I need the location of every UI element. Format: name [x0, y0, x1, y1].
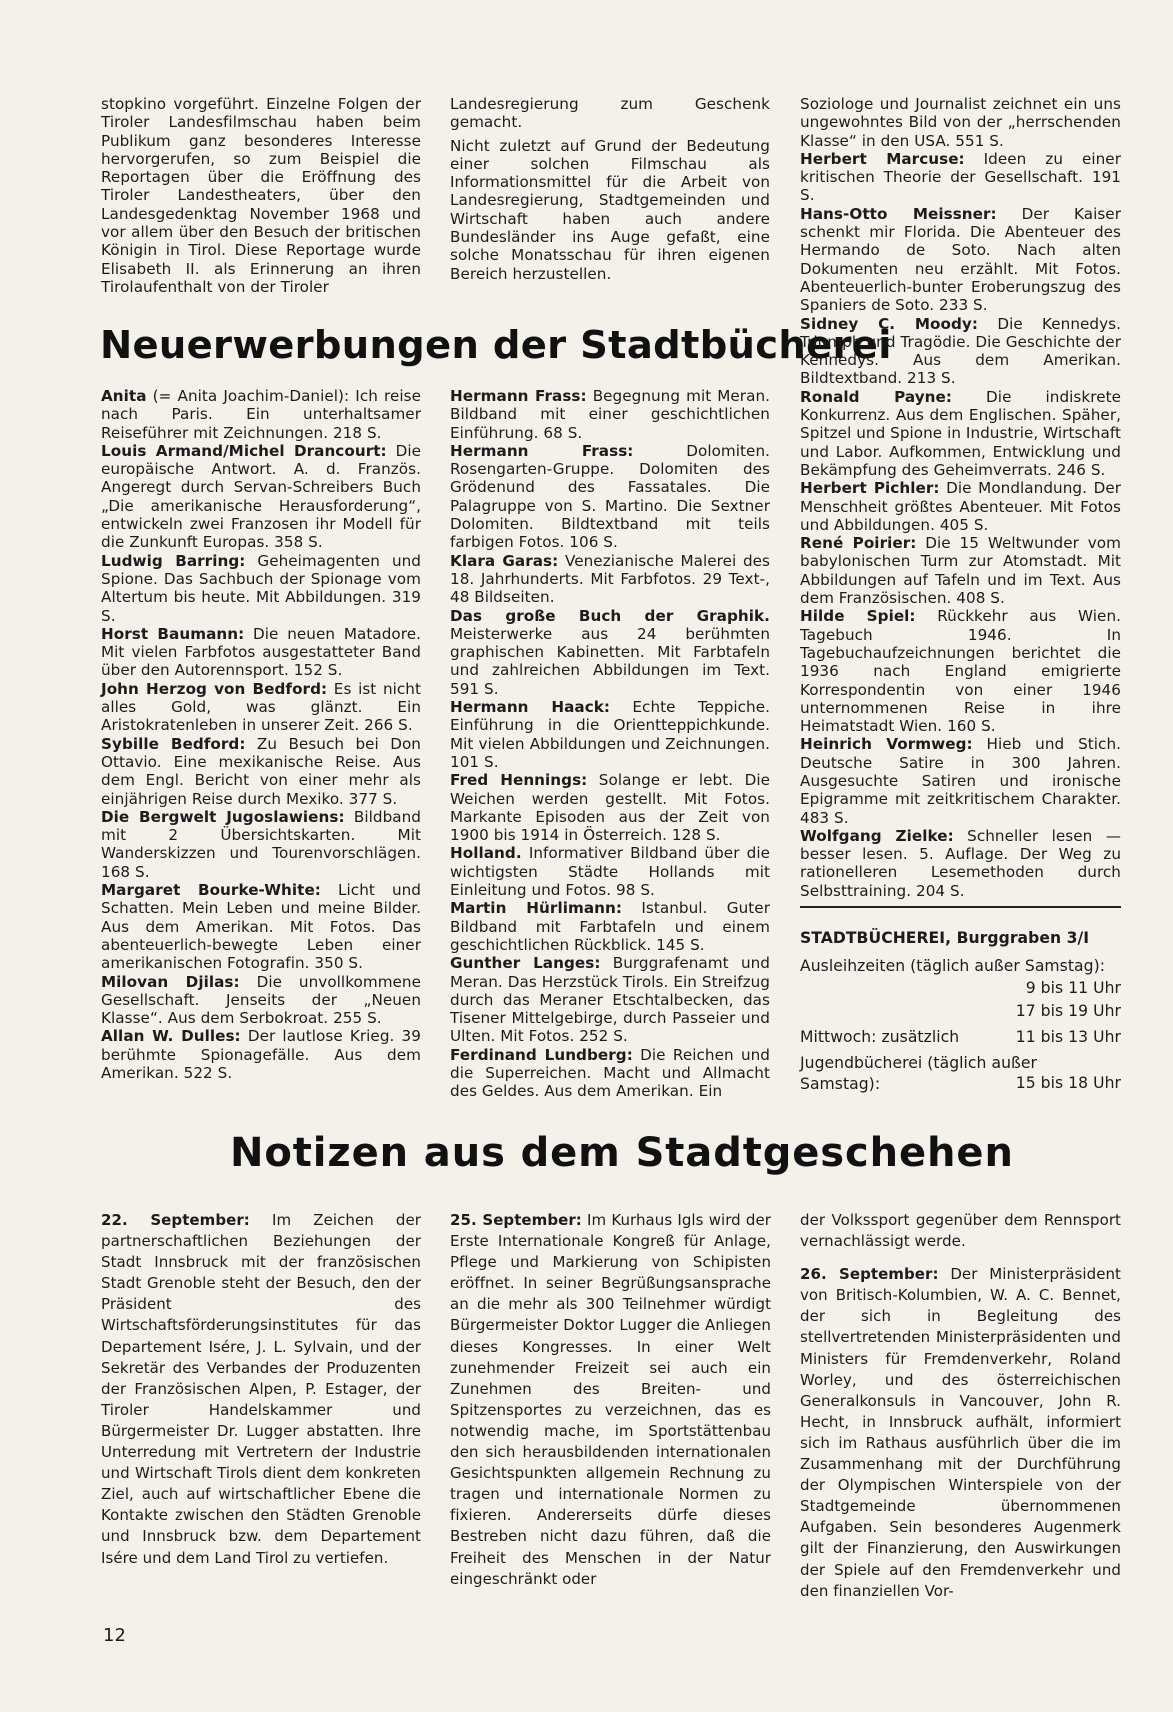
book-column-2 — [450, 387, 770, 1101]
book-author: Hans-Otto Meissner: — [800, 204, 997, 223]
book-entry — [800, 315, 1121, 388]
book-author: Herbert Pichler: — [800, 479, 940, 498]
book-author: Ronald Payne: — [800, 387, 952, 406]
book-entry — [800, 534, 1121, 607]
book-text: Begegnung mit Meran. Bildband mit einer geschichtlichen Einführung. 68 S. — [450, 387, 771, 442]
book-column-3 — [800, 95, 1121, 900]
book-entry — [450, 607, 770, 698]
news-entry — [450, 1210, 771, 1590]
book-author: Margaret Bourke-White: — [101, 881, 321, 900]
book-entry — [450, 387, 770, 442]
intro-paragraph: stopkino vorgeführt. Einzelne Folgen der Tiroler Landesfilmschau haben beim Publikum ganz besonderes Interesse hervorgerufen, so zum Beispiel die Reportagen über die Eröffnung des Tiroler Landestheaters, über den Landesgedenktag November 1968 und vor allem über den Besuch der britischen Königin in Tirol. Diese Reportage wurde Elisabeth II. als Erinnerung an ihren Tirolaufenthalt von der Tiroler — [101, 95, 421, 296]
book-text: Dolomiten. Rosengarten-Gruppe. Dolomiten des Grödenund des Fassatales. Die Palagruppe von S. Martino. Die Sextner Dolomiten. Bildtextband mit teils farbigen Fotos. 106 S. — [450, 441, 770, 552]
book-entry — [800, 607, 1121, 735]
book-entry — [101, 552, 421, 625]
book-text: Licht und Schatten. Mein Leben und meine Bilder. Aus dem Amerikan. Mit Fotos. Das abenteuerlich-bewegte Leben einer amerikanischen Fotografin. 350 S. — [101, 881, 421, 973]
book-entry — [101, 973, 421, 1028]
book-text: Es ist nicht alles Gold, was glänzt. Ein Aristokratenleben in unserer Zeit. 266 S. — [101, 679, 421, 735]
book-text: Burggrafenamt und Meran. Das Herzstück Tirols. Ein Streifzug durch das Meraner Etschtalbecken, das Tisener Mittelgebirge, durch Passeier und Ulten. Mit Fotos. 252 S. — [450, 954, 770, 1046]
section-heading-library: Neuerwerbungen der Stadtbücherei — [100, 323, 892, 368]
book-entry — [450, 899, 770, 954]
book-text: Die 15 Weltwunder vom babylonischen Turm zur Atomstadt. Mit Abbildungen auf Tafeln und im Text. Aus dem Französischen. 408 S. — [800, 534, 1121, 608]
book-author: Fred Hennings: — [450, 771, 588, 790]
news-entry — [800, 1264, 1121, 1602]
book-entry — [450, 1046, 770, 1101]
book-entry — [450, 552, 770, 607]
news-text: Der Ministerpräsident von Britisch-Kolumbien, W. A. C. Bennet, der sich in Begleitung des stellvertretenden Ministerpräsidenten und Ministers für Fremdenverkehr, Roland Worley, und des österreichischen Generalkonsuls in Vancouver, John R. Hecht, in Innsbruck aufhält, informiert sich im Rathaus ausführlich über die im Zusammenhang mit der Durchführung der Olympischen Winterspiele von der Stadtgemeinde übernommenen Aufgaben. Sein besonderes Augenmerk gilt der Finanzierung, den Auswirkungen der Spiele auf den Fremdenverkehr und den finanziellen Vor- — [800, 1265, 1121, 1600]
book-author: Anita — [101, 387, 147, 405]
library-hours — [800, 927, 1121, 1095]
book-entry — [101, 881, 421, 972]
book-entry — [101, 1027, 421, 1082]
book-text: Die unvollkommene Gesellschaft. Jenseits der „Neuen Klasse“. Aus dem Serbokroat. 255 S. — [101, 972, 422, 1028]
book-author: Sidney C. Moody: — [800, 314, 979, 333]
book-author: Klara Garas: — [450, 551, 559, 570]
book-text: Die Kennedys. Triumph und Tragödie. Die Geschichte der Kennedys. Aus dem Amerikan. Bildtextband. 213 S. — [800, 314, 1121, 388]
book-text: Rückkehr aus Wien. Tagebuch 1946. In Tagebuchaufzeichnungen berichtet die 1936 nach England emigrierte Korrespondentin von einer 1946 unternommenen Reise in ihre Heimatstadt Wien. 160 S. — [800, 607, 1121, 736]
book-author: Holland. — [450, 844, 522, 863]
book-text: Echte Teppiche. Einführung in die Orientteppichkunde. Mit vielen Abbildungen und Zeichnungen. 101 S. — [450, 698, 770, 771]
book-author: Ferdinand Lundberg: — [450, 1045, 633, 1064]
intro-column-2 — [450, 95, 770, 283]
book-text: Die indiskrete Konkurrenz. Aus dem Englischen. Späher, Spitzel und Spione in Industrie, Wirtschaft und Labor. Aufkommen, Entwicklung und Bekämpfung des Geheimverrats. 246 S. — [800, 387, 1121, 479]
news-column-1 — [101, 1210, 421, 1569]
book-text: Die Reichen und die Superreichen. Macht und Allmacht des Geldes. Aus dem Amerikan. Ein — [450, 1045, 771, 1101]
book-entry — [450, 844, 770, 899]
book-author: Herbert Marcuse: — [800, 149, 965, 168]
book-text: Die Mondlandung. Der Menschheit größtes Abenteuer. Mit Fotos und Abbildungen. 405 S. — [800, 479, 1122, 534]
lending-hours-label: Ausleihzeiten (täglich außer Samstag): — [800, 956, 1106, 975]
book-author: Wolfgang Zielke: — [800, 826, 954, 845]
news-column-3 — [800, 1210, 1121, 1602]
news-date: 22. September: — [101, 1211, 250, 1229]
book-author: Das große Buch der Graphik. — [450, 606, 770, 625]
news-date: 25. September: — [450, 1211, 582, 1229]
news-column-2 — [450, 1210, 771, 1590]
wednesday-row — [800, 1026, 1121, 1049]
book-author: Louis Armand/Michel Drancourt: — [101, 441, 387, 460]
book-entry — [800, 827, 1121, 900]
book-entry — [101, 442, 421, 552]
book-column-1 — [101, 387, 421, 1082]
book-entry — [101, 735, 421, 808]
book-author: Horst Baumann: — [101, 624, 245, 643]
book-text: (= Anita Joachim-Daniel): Ich reise nach Paris. Ein unterhaltsamer Reiseführer mit Zeichnungen. 218 S. — [101, 387, 421, 442]
divider-rule — [800, 906, 1121, 908]
book-author: Heinrich Vormweg: — [800, 735, 973, 754]
book-text: Solange er lebt. Die Weichen werden gestellt. Mit Fotos. Markante Episoden aus der Zeit von 1900 bis 1914 in Österreich. 128 S. — [450, 771, 770, 845]
page-number: 12 — [103, 1625, 126, 1646]
book-text: Der lautlose Krieg. 39 berühmte Spionagefälle. Aus dem Amerikan. 522 S. — [101, 1027, 421, 1082]
book-text: Ideen zu einer kritischen Theorie der Gesellschaft. 191 S. — [800, 149, 1121, 205]
youth-library-row — [800, 1053, 1121, 1095]
book-entry — [450, 771, 770, 844]
book-text: Die europäische Antwort. A. d. Französ. Angeregt durch Servan-Schreibers Buch „Die amerikanische Herausforderung“, entwickeln zwei Franzosen ihr Modell für die Zunkunft Europas. 358 S. — [101, 441, 421, 552]
book-author: Milovan Djilas: — [101, 972, 240, 991]
news-date: 26. September: — [800, 1265, 939, 1284]
book-author: John Herzog von Bedford: — [101, 679, 328, 698]
book-author: Allan W. Dulles: — [101, 1027, 241, 1046]
book-author: Hilde Spiel: — [800, 607, 916, 626]
book-entry — [450, 954, 770, 1045]
book-entry — [800, 479, 1121, 534]
book-entry — [800, 735, 1121, 826]
book-entry — [101, 387, 421, 442]
book-text: Geheimagenten und Spione. Das Sachbuch der Spionage vom Altertum bis heute. Mit Abbildungen. 319 S. — [101, 551, 421, 625]
book-entry — [101, 680, 421, 735]
intro-paragraph: Nicht zuletzt auf Grund der Bedeutung einer solchen Filmschau als Informationsmittel für die Arbeit von Landesregierung, Stadtgemeinden und Wirtschaft haben auch andere Bundesländer ins Auge gefaßt, eine solche Monatsschau für ihren eigenen Bereich herzustellen. — [450, 136, 770, 283]
book-text: Schneller lesen — besser lesen. 5. Auflage. Der Weg zu rationelleren Lesemethoden durch Selbsttraining. 204 S. — [800, 826, 1121, 900]
news-entry — [101, 1210, 421, 1569]
book-text: Venezianische Malerei des 18. Jahrhunderts. Mit Farbfotos. 29 Text-, 48 Bildseiten. — [450, 551, 770, 607]
book-entry — [101, 808, 421, 881]
intro-paragraph: Landesregierung zum Geschenk gemacht. — [450, 95, 770, 132]
wednesday-label: Mittwoch: zusätzlich — [800, 1028, 960, 1046]
intro-column-1 — [101, 95, 421, 296]
lending-hours-evening: 17 bis 19 Uhr — [1015, 1001, 1121, 1020]
book-text: Meisterwerke aus 24 berühmten graphischen Kabinetten. Mit Farbtafeln und zahlreichen Abbildungen im Text. 591 S. — [450, 624, 770, 698]
lending-hours-morning: 9 bis 11 Uhr — [1025, 979, 1121, 997]
book-entry-continuation: Soziologe und Journalist zeichnet ein uns ungewohntes Bild von der „herrschenden Klasse“ in den USA. 551 S. — [800, 95, 1121, 150]
book-author: Gunther Langes: — [450, 954, 601, 973]
book-text: Bildband mit 2 Übersichtskarten. Mit Wanderskizzen und Tourenvorschlägen. 168 S. — [101, 807, 422, 881]
book-entry — [800, 205, 1121, 315]
book-entry — [800, 388, 1121, 479]
news-text: Im Zeichen der partnerschaftlichen Beziehungen der Stadt Innsbruck mit der französischen Stadt Grenoble steht der Besuch, den der Präsident des Wirtschaftsförderungsinstitutes für das Departement Isére, J. L. Sylvain, und der Sekretär des Verbandes der Produzenten der Französischen Alpen, P. Estager, der Tiroler Handelskammer und Bürgermeister Dr. Lugger abstatten. Ihre Unterredung mit Vertretern der Industrie und Wirtschaft Tirols dient dem konkreten Ziel, auch auf wirtschaftlicher Ebene die Kontakte zwischen den Städten Grenoble und Innsbruck bzw. dem Departement Isére und dem Land Tirol zu vertiefen. — [101, 1211, 421, 1567]
wednesday-hours: 11 bis 13 Uhr — [1015, 1028, 1121, 1046]
book-author: Ludwig Barring: — [101, 551, 246, 570]
book-author: René Poirier: — [800, 534, 917, 553]
book-text: Die neuen Matadore. Mit vielen Farbfotos ausgestatteter Band über den Autorennsport. 152 S. — [101, 624, 421, 680]
book-author: Hermann Haack: — [450, 698, 611, 717]
book-author: Hermann Frass: — [450, 387, 587, 405]
book-entry — [101, 625, 421, 680]
book-text: Informativer Bildband über die wichtigsten Städte Hollands mit Einleitung und Fotos. 98 S. — [450, 844, 770, 900]
book-author: Hermann Frass: — [450, 441, 634, 460]
library-title: STADTBÜCHEREI, Burggraben 3/I — [800, 929, 1090, 947]
youth-library-label: Jugendbücherei (täglich außer Samstag): — [800, 1053, 1037, 1093]
news-text: Im Kurhaus Igls wird der Erste Internationale Kongreß für Anlage, Pflege und Markierung von Schipisten eröffnet. In seiner Begrüßungsansprache an die mehr als 300 Teilnehmer würdigt Bürgermeister Doktor Lugger die Anliegen dieses Kongresses. In einer Welt zunehmender Freizeit sei auch ein Zunehmen des Breiten- und Spitzensportes zu verzeichnen, das es notwendig mache, im Sportstättenbau den sich herausbildenden internationalen Gesichtspunkten allgemein Rechnung zu tragen und internationale Normen zu fixieren. Andererseits dürfe dieses Bestreben nicht dazu führen, daß die Freiheit des Menschen in der Natur eingeschränkt oder — [450, 1211, 771, 1588]
section-heading-city-news: Notizen aus dem Stadtgeschehen — [230, 1130, 1014, 1176]
book-text: Hieb und Stich. Deutsche Satire in 300 Jahren. Ausgesuchte Satiren und ironische Epigramme mit zeitkritischem Charakter. 483 S. — [800, 735, 1121, 827]
book-author: Die Bergwelt Jugoslawiens: — [101, 807, 345, 826]
book-entry — [450, 442, 770, 552]
book-author: Martin Hürlimann: — [450, 899, 622, 918]
news-continuation: der Volkssport gegenüber dem Rennsport vernachlässigt werde. — [800, 1211, 1121, 1251]
book-text: Istanbul. Guter Bildband mit Farbtafeln und einem geschichtlichen Rückblick. 145 S. — [450, 899, 770, 954]
book-author: Sybille Bedford: — [101, 734, 246, 753]
book-text: Der Kaiser schenkt mir Florida. Die Abenteuer des Hermando de Soto. Nach alten Dokumenten neu erzählt. Mit Fotos. Abenteuerlich-bunter Eroberungszug des Spaniers de Soto. 233 S. — [800, 204, 1121, 315]
book-entry — [800, 150, 1121, 205]
youth-library-hours: 15 bis 18 Uhr — [1015, 1074, 1121, 1092]
book-entry — [450, 698, 770, 771]
book-text: Zu Besuch bei Don Ottavio. Eine mexikanische Reise. Aus dem Engl. Bericht von einer mehr als einjährigen Reise durch Mexiko. 377 S. — [101, 734, 421, 808]
